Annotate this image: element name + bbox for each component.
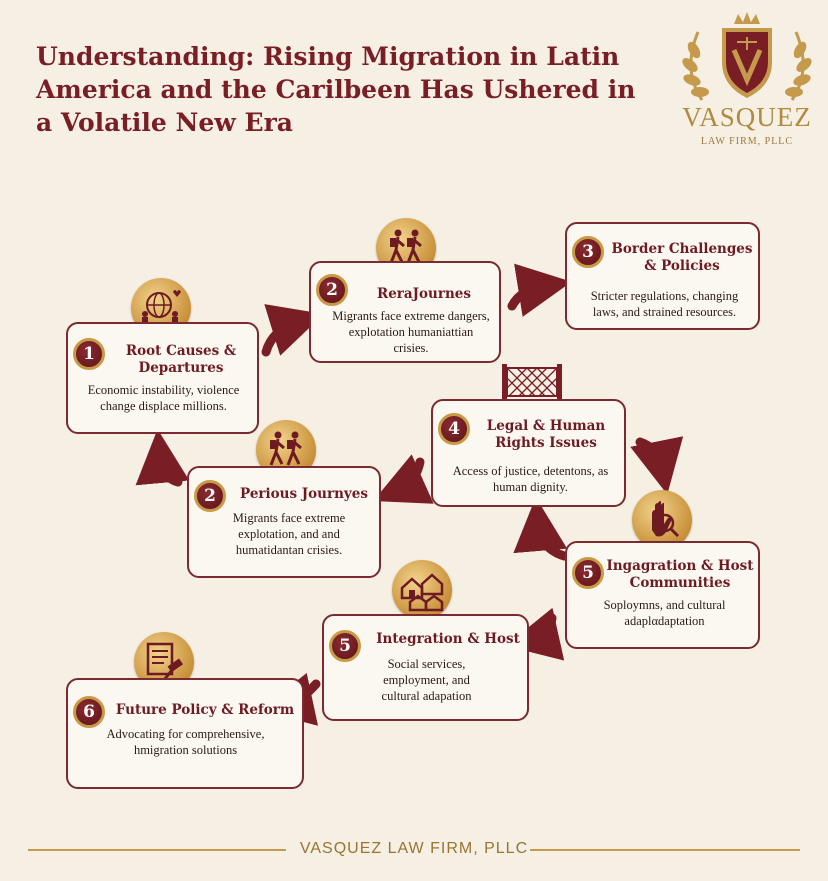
step-number-badge: 5 xyxy=(329,630,361,662)
step-card-rera-journes xyxy=(309,261,501,363)
step-description: Stricter regulations, changing laws, and strained resources. xyxy=(590,289,739,319)
step-title: RerаJournes xyxy=(377,286,471,302)
step-card-integration-host xyxy=(322,614,529,721)
step-card-future-policy xyxy=(66,678,304,789)
arrow-2-to-3 xyxy=(512,286,545,306)
step-description: Advocating for comprehensive, hmigration solutions xyxy=(106,727,265,757)
step-title: Border Challenges & Policies xyxy=(611,241,753,274)
fence-icon xyxy=(500,364,564,402)
step-title: Root Causes & Departures xyxy=(125,343,237,376)
logo-name: VASQUEZ xyxy=(682,102,812,132)
footer-firm-name: VASQUEZ LAW FIRM, PLLC xyxy=(299,840,529,857)
step-title: Future Policy & Reform xyxy=(115,702,295,718)
step-number-badge: 2 xyxy=(194,480,226,512)
arrow-5-to-4 xyxy=(538,524,564,556)
step-number-badge: 6 xyxy=(73,696,105,728)
step-number-badge: 1 xyxy=(73,338,105,370)
step-description: Migrants face extreme explotation, and and humatidantan crisies. xyxy=(232,511,346,557)
step-description: Access of justice, detentons, as human dignity. xyxy=(452,464,609,494)
step-number-badge: 4 xyxy=(438,413,470,445)
step-card-border-challenges xyxy=(565,222,760,330)
step-title: Perious Journyes xyxy=(240,486,368,502)
houses-icon xyxy=(392,560,452,620)
step-card-ingagration-host xyxy=(565,541,760,649)
step-title: Integration & Host xyxy=(376,631,520,647)
logo-subtitle: LAW FIRM, PLLC xyxy=(700,136,794,147)
step-description: Soploymns, and cultural adaplαdaptation xyxy=(603,598,726,628)
arrow-2b-to-1 xyxy=(160,456,178,482)
step-description: Social services, employment, and cultural adapation xyxy=(381,657,472,703)
step-description: Migrants face extreme dangers, explotation humaniattian crisies. xyxy=(332,309,490,355)
step-card-perious-journyes xyxy=(187,466,381,578)
step-card-legal-human-rights xyxy=(431,399,626,507)
arrow-1-to-2 xyxy=(266,322,298,352)
arrow-5-to-5b xyxy=(532,618,552,640)
step-number-badge: 2 xyxy=(316,274,348,306)
step-number-badge: 5 xyxy=(572,557,604,589)
step-description: Economic instability, violence change displace millions. xyxy=(87,383,240,413)
step-number-badge: 3 xyxy=(572,236,604,268)
arrow-3-to-4 xyxy=(640,442,662,468)
page-title: Understanding: Rising Migration in Latin America and the Carilbeen Has Ushered in a Volatile New Era xyxy=(36,42,636,137)
step-title: Ingagration & Host Communities xyxy=(606,558,754,591)
arrow-4-to-2b xyxy=(398,462,420,490)
step-card-root-causes xyxy=(66,322,259,434)
step-title: Legal & Human Rights Issues xyxy=(486,418,606,451)
